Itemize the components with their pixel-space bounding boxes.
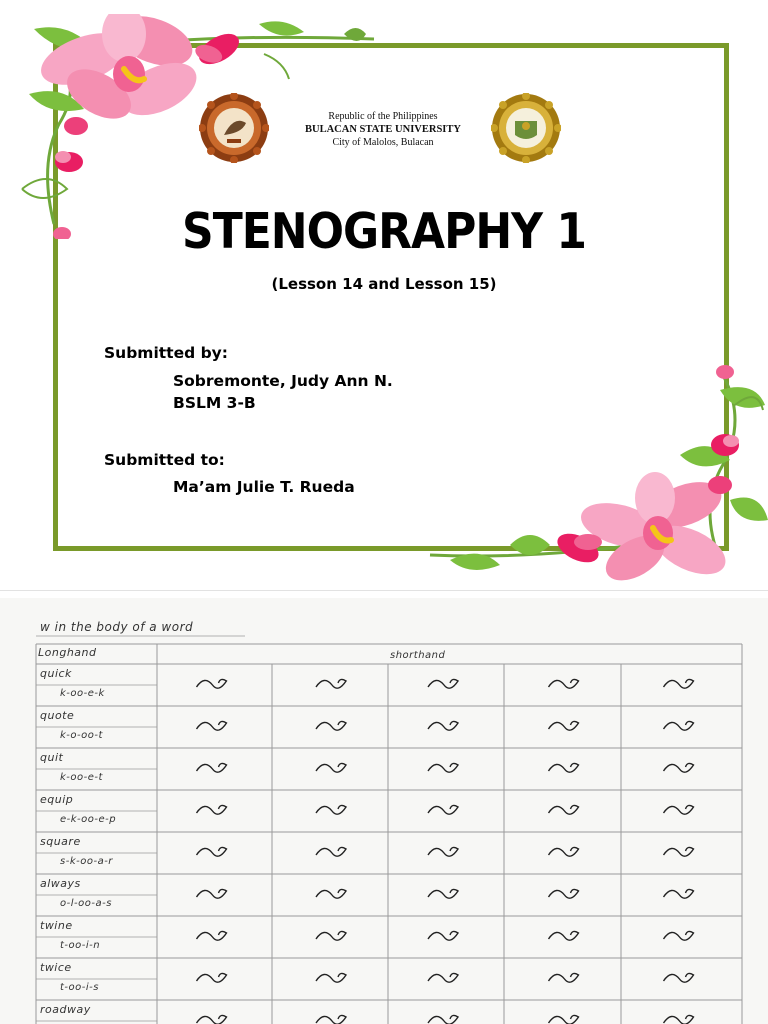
shorthand-stroke — [664, 973, 694, 982]
worksheet-grid — [0, 598, 768, 1024]
longhand-spelling: k-oo-e-t — [60, 772, 103, 783]
shorthand-stroke — [549, 679, 579, 688]
shorthand-stroke — [428, 931, 458, 940]
longhand-word: quote — [40, 709, 75, 722]
longhand-word: equip — [40, 793, 74, 806]
header-line-city: City of Malolos, Bulacan — [332, 137, 434, 148]
shorthand-stroke — [664, 721, 694, 730]
shorthand-stroke — [549, 805, 579, 814]
shorthand-stroke — [428, 805, 458, 814]
longhand-word: square — [40, 835, 81, 848]
shorthand-stroke — [197, 763, 227, 772]
shorthand-stroke — [664, 1015, 694, 1024]
longhand-word: always — [40, 877, 81, 890]
shorthand-stroke — [316, 1015, 346, 1024]
shorthand-stroke — [197, 679, 227, 688]
submitted-to-label: Submitted to: — [104, 451, 225, 469]
shorthand-stroke — [549, 889, 579, 898]
shorthand-stroke — [549, 763, 579, 772]
worksheet-heading: w in the body of a word — [40, 620, 194, 634]
shorthand-stroke — [549, 721, 579, 730]
shorthand-header: shorthand — [390, 650, 446, 661]
orchid-flower-icon — [420, 360, 768, 585]
shorthand-stroke — [197, 847, 227, 856]
shorthand-stroke — [197, 721, 227, 730]
shorthand-stroke — [316, 763, 346, 772]
college-seal-icon — [491, 93, 561, 163]
longhand-spelling: k-oo-e-k — [60, 688, 105, 699]
shorthand-stroke — [549, 1015, 579, 1024]
longhand-word: roadway — [40, 1003, 91, 1016]
shorthand-stroke — [428, 679, 458, 688]
shorthand-stroke — [316, 889, 346, 898]
longhand-spelling: s-k-oo-a-r — [60, 856, 113, 867]
longhand-spelling: e-k-oo-e-p — [60, 814, 117, 825]
document-title: STENOGRAPHY 1 — [182, 203, 586, 261]
institution-header — [270, 110, 496, 149]
longhand-spelling: o-l-oo-a-s — [60, 898, 112, 909]
shorthand-stroke — [664, 889, 694, 898]
shorthand-stroke — [197, 1015, 227, 1024]
shorthand-stroke — [664, 679, 694, 688]
longhand-header: Longhand — [38, 646, 97, 659]
shorthand-stroke — [664, 805, 694, 814]
shorthand-stroke — [197, 805, 227, 814]
shorthand-stroke — [197, 889, 227, 898]
longhand-spelling: k-o-oo-t — [60, 730, 103, 741]
header-line-university: BULACAN STATE UNIVERSITY — [305, 124, 461, 135]
shorthand-stroke — [664, 931, 694, 940]
submitted-by-name: Sobremonte, Judy Ann N. — [173, 372, 393, 390]
shorthand-stroke — [316, 847, 346, 856]
longhand-word: twice — [40, 961, 72, 974]
shorthand-stroke — [549, 847, 579, 856]
document-subtitle: (Lesson 14 and Lesson 15) — [271, 275, 497, 293]
shorthand-stroke — [428, 763, 458, 772]
shorthand-stroke — [316, 805, 346, 814]
longhand-spelling: t-oo-i-s — [60, 982, 99, 993]
submitted-to-name: Ma’am Julie T. Rueda — [173, 478, 355, 496]
shorthand-stroke — [549, 931, 579, 940]
shorthand-stroke — [428, 889, 458, 898]
shorthand-stroke — [197, 931, 227, 940]
longhand-spelling: t-oo-i-n — [60, 940, 101, 951]
shorthand-stroke — [664, 847, 694, 856]
shorthand-stroke — [197, 973, 227, 982]
shorthand-stroke — [428, 847, 458, 856]
submitted-by-label: Submitted by: — [104, 344, 228, 362]
longhand-word: quick — [40, 667, 72, 680]
shorthand-stroke — [428, 1015, 458, 1024]
header-line-republic: Republic of the Philippines — [328, 111, 438, 122]
shorthand-stroke — [316, 973, 346, 982]
longhand-word: twine — [40, 919, 73, 932]
shorthand-stroke — [428, 973, 458, 982]
worksheet-page — [0, 598, 768, 1024]
shorthand-stroke — [664, 763, 694, 772]
shorthand-stroke — [549, 973, 579, 982]
submitted-by-section: BSLM 3-B — [173, 394, 256, 412]
shorthand-stroke — [316, 721, 346, 730]
shorthand-stroke — [316, 679, 346, 688]
longhand-word: quit — [40, 751, 64, 764]
university-seal-icon — [199, 93, 269, 163]
shorthand-stroke — [428, 721, 458, 730]
shorthand-stroke — [316, 931, 346, 940]
